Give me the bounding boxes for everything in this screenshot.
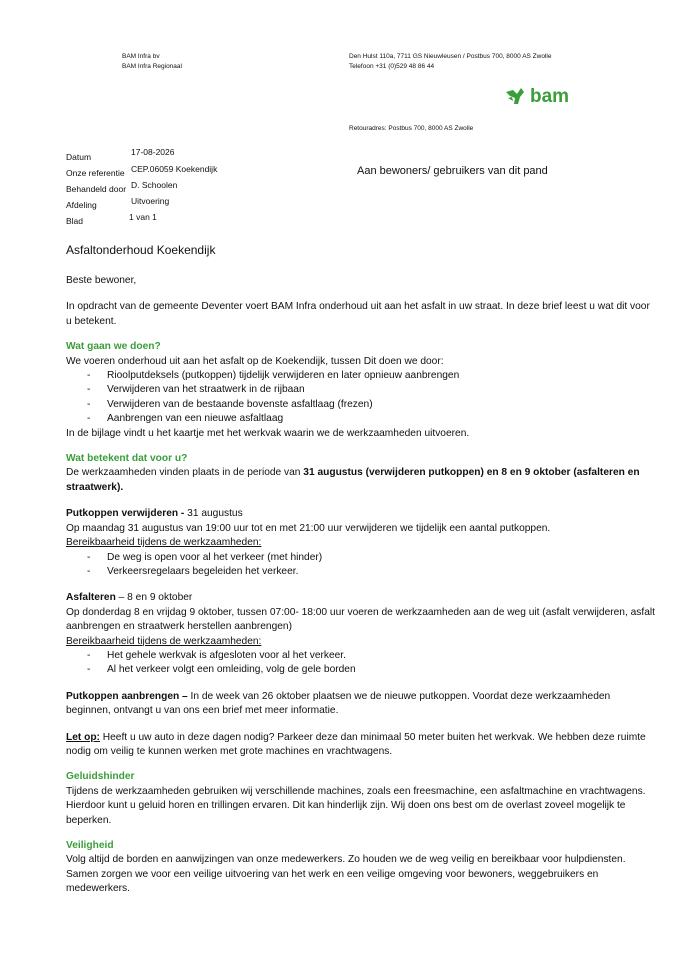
meta-value-reference: CEP.06059 Koekendijk bbox=[131, 164, 218, 174]
list-item: - Al het verkeer volgt een omleiding, volg de gele borden bbox=[66, 663, 656, 677]
letter-body bbox=[66, 274, 656, 897]
section-heading-safety: Veiligheid bbox=[66, 840, 114, 851]
logo-wordmark: bam bbox=[530, 86, 570, 106]
putkoppen-verwijderen-title bbox=[66, 507, 656, 521]
subject: Asfaltonderhoud Koekendijk bbox=[66, 243, 216, 257]
asfalteren-text: Op donderdag 8 en vrijdag 9 oktober, tussen 07:00- 18:00 uur voeren de werkzaamheden aan de weg uit (asfalt verwijderen, asfalt aanbrengen en straatwerk herstellen aanbrengen) bbox=[66, 606, 655, 633]
section-heading-impact: Wat betekent dat voor u? bbox=[66, 453, 188, 465]
plan-list bbox=[66, 369, 656, 427]
reach-heading: Bereikbaarheid tijdens de werkzaamheden: bbox=[66, 635, 262, 647]
meta-label-date: Datum bbox=[66, 152, 92, 162]
meta-label-page: Blad bbox=[66, 216, 84, 226]
impact-lead-dates: 31 augustus (verwijderen putkoppen) en 8 en 9 oktober (asfalteren en straatwerk). bbox=[66, 467, 640, 493]
putkoppen-verwijderen-label: Putkoppen verwijderen - bbox=[66, 508, 188, 520]
bam-logo-icon bbox=[504, 84, 584, 106]
company-block bbox=[122, 52, 182, 71]
meta-label-department: Afdeling bbox=[66, 200, 97, 210]
meta-value-handler: D. Schoolen bbox=[131, 180, 178, 190]
list-item: - Verwijderen van de bestaande bovenste asfaltlaag (frezen) bbox=[66, 398, 656, 412]
putkoppen-verwijderen-text: Op maandag 31 augustus van 19:00 uur tot en met 21:00 uur verwijderen we tijdelijk een aantal putkoppen. bbox=[66, 522, 551, 534]
meta-value-date: 17-08-2026 bbox=[131, 147, 175, 157]
let-op-text: Heeft u uw auto in deze dagen nodig? Parkeer deze dan minimaal 50 meter buiten het werkvak. We hebben deze ruimte nodig om veilig te kunnen werken met grote machines en vrachtwagens. bbox=[66, 731, 646, 757]
address-line: Den Hulst 110a, 7711 GS Nieuwleusen / Postbus 700, 8000 AS Zwolle bbox=[349, 53, 552, 60]
putkoppen-verwijderen-list bbox=[66, 551, 656, 580]
putkoppen-verwijderen-date: 31 augustus bbox=[187, 508, 243, 520]
safety-text: Volg altijd de borden en aanwijzingen van onze medewerkers. Zo houden we de weg veilig en bereikbaar voor hulpdiensten. Samen zorgen we voor een veilige uitvoering van het werk en een veilige omgeving voor bewoners, weggebruikers en medewerkers. bbox=[66, 854, 626, 895]
putkoppen-aanbrengen-label: Putkoppen aanbrengen – bbox=[66, 690, 191, 702]
reach-heading: Bereikbaarheid tijdens de werkzaamheden: bbox=[66, 537, 262, 549]
let-op-paragraph bbox=[66, 731, 656, 760]
company-name: BAM Infra bv bbox=[122, 53, 160, 60]
list-item: - De weg is open voor al het verkeer (met hinder) bbox=[66, 551, 656, 565]
meta-label-handler: Behandeld door bbox=[66, 184, 127, 194]
list-item: - Het gehele werkvak is afgesloten voor al het verkeer. bbox=[66, 649, 656, 663]
section-heading-noise: Geluidshinder bbox=[66, 771, 135, 783]
section-impact-lead bbox=[66, 466, 656, 495]
asfalteren-list bbox=[66, 649, 656, 678]
company-division: BAM Infra Regionaal bbox=[122, 62, 182, 70]
list-item: - Verkeersregelaars begeleiden het verkeer. bbox=[66, 565, 656, 579]
let-op-label: Let op: bbox=[66, 731, 100, 743]
list-item: - Rioolputdeksels (putkoppen) tijdelijk verwijderen en later opnieuw aanbrengen bbox=[66, 369, 656, 383]
contact-block bbox=[349, 52, 551, 71]
return-address: Retouradres: Postbus 700, 8000 AS Zwolle bbox=[349, 125, 474, 132]
impact-lead-text: De werkzaamheden vinden plaats in de periode van bbox=[66, 467, 304, 479]
recipient: Aan bewoners/ gebruikers van dit pand bbox=[357, 165, 548, 177]
putkoppen-aanbrengen-paragraph bbox=[66, 690, 656, 719]
list-item: - Aanbrengen van een nieuwe asfaltlaag bbox=[66, 412, 656, 426]
bam-logo bbox=[504, 84, 584, 106]
asfalteren-date: – 8 en 9 oktober bbox=[115, 592, 193, 604]
section-heading-plan: Wat gaan we doen? bbox=[66, 341, 161, 353]
intro-paragraph: In opdracht van de gemeente Deventer voert BAM Infra onderhoud uit aan het asfalt in uw straat. In deze brief leest u wat dit voor u betekent. bbox=[66, 301, 650, 327]
meta-label-reference: Onze referentie bbox=[66, 168, 125, 178]
section-plan-closing: In de bijlage vindt u het kaartje met het werkvak waarin we de werkzaamheden uitvoeren. bbox=[66, 427, 470, 439]
asfalteren-label: Asfalteren bbox=[66, 592, 116, 604]
phone-line: Telefoon +31 (0)529 48 86 44 bbox=[349, 62, 435, 70]
list-item: - Verwijderen van het straatwerk in de rijbaan bbox=[66, 383, 656, 397]
salutation: Beste bewoner, bbox=[66, 275, 137, 286]
section-plan-lead: We voeren onderhoud uit aan het asfalt op de Koekendijk, tussen Dit doen we door: bbox=[66, 355, 444, 367]
meta-value-department: Uitvoering bbox=[131, 196, 170, 206]
putkoppen-aanbrengen-text: In de week van 26 oktober plaatsen we de nieuwe putkoppen. Voordat deze werkzaamheden beginnen, ontvangt u van ons een brief met meer informatie. bbox=[66, 690, 611, 717]
asfalteren-title bbox=[66, 591, 656, 605]
meta-value-page: 1 van 1 bbox=[129, 212, 157, 222]
noise-text: Tijdens de werkzaamheden gebruiken wij verschillende machines, zoals een freesmachine, een asfaltmachine en vrachtwagens. Hierdoor kunt u geluid horen en trillingen ervaren. Dit kan hinderlijk zijn. Wij doen ons best om de overlast zoveel mogelijk te beperken. bbox=[66, 785, 646, 826]
